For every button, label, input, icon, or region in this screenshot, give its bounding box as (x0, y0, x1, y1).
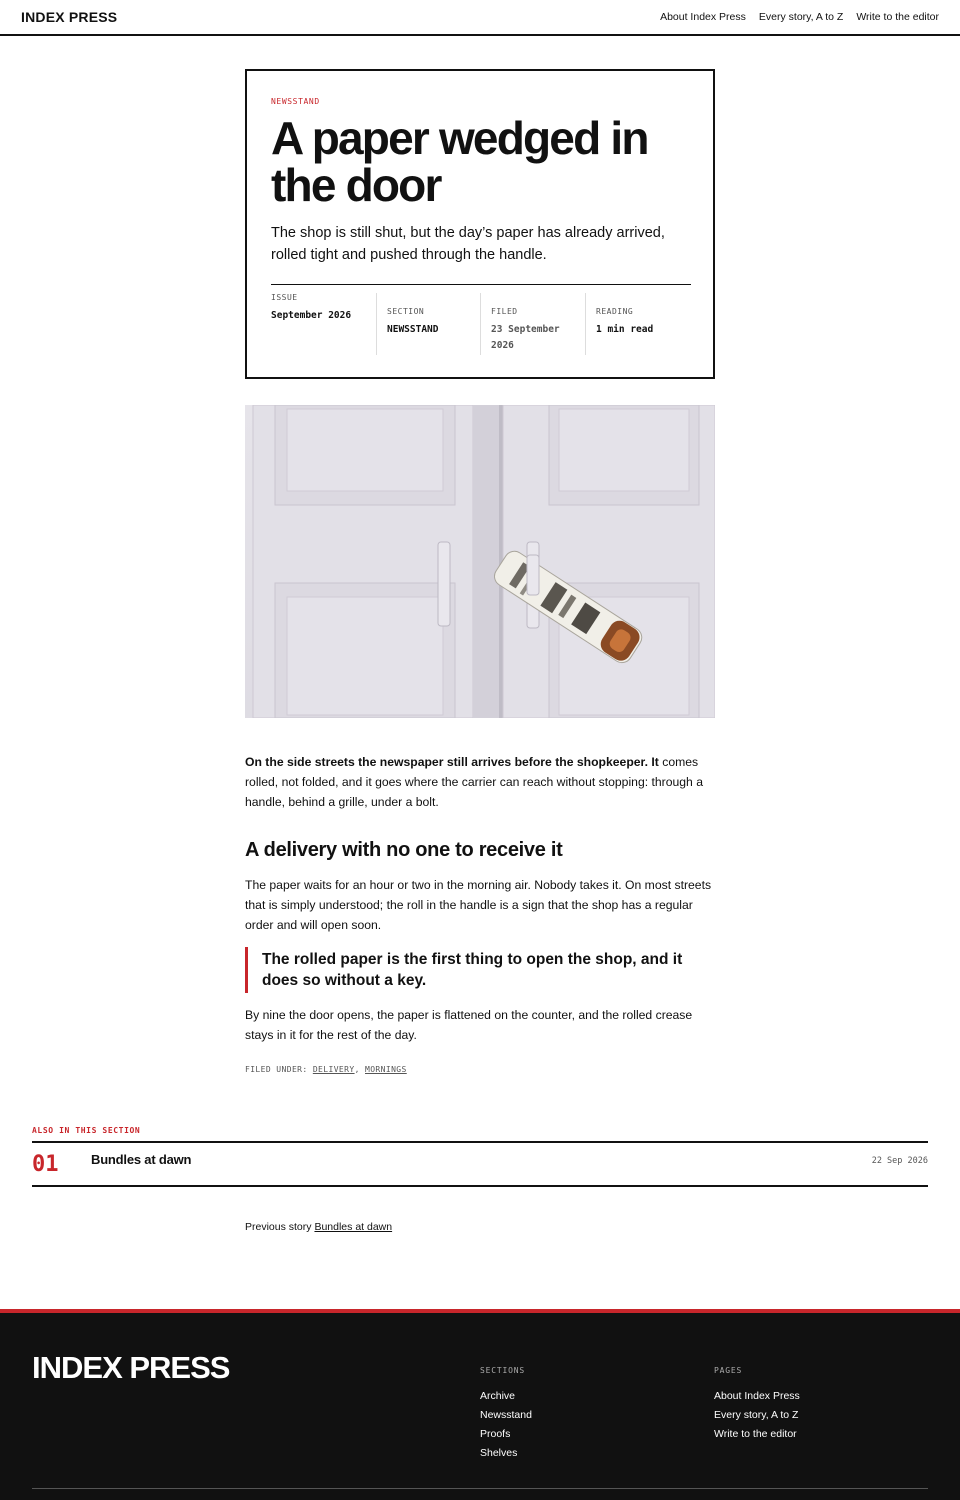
meta-label: SECTION (387, 307, 425, 316)
previous-story-label: Previous story (245, 1221, 312, 1233)
footer-link-shelves[interactable]: Shelves (480, 1447, 518, 1459)
footer-link-newsstand[interactable]: Newsstand (480, 1409, 532, 1421)
divider (32, 1185, 928, 1187)
footer-link-about[interactable]: About Index Press (714, 1390, 800, 1402)
page-title: A paper wedged in the door (271, 112, 648, 211)
divider (32, 1488, 928, 1489)
divider (271, 284, 691, 285)
meta-filed (480, 293, 585, 355)
filed-under: FILED UNDER: DELIVERY, MORNINGS (245, 1065, 407, 1074)
nav-about[interactable]: About Index Press (660, 11, 746, 23)
meta-section (376, 293, 480, 355)
footer-link-proofs[interactable]: Proofs (480, 1428, 511, 1440)
footer-link-archive[interactable]: Archive (480, 1390, 516, 1402)
article-paragraph: The paper waits for an hour or two in the morning air. Nobody takes it. On most streets that is simply understood; the roll in the handle is a sign that the shop has a regular order and will open soon. (245, 878, 712, 932)
meta-value: 1 min read (596, 324, 654, 335)
related-story-row[interactable] (32, 1143, 928, 1186)
article-meta (271, 293, 691, 355)
meta-value: 23 September 2026 (491, 324, 560, 351)
related-story-title[interactable]: Bundles at dawn (91, 1152, 192, 1167)
article-lede (245, 752, 715, 812)
footer-heading: SECTIONS (480, 1366, 525, 1375)
also-section-label: ALSO IN THIS SECTION (32, 1126, 141, 1135)
meta-label: FILED (491, 307, 518, 316)
section-kicker: NEWSSTAND (271, 97, 320, 106)
article-dek: The shop is still shut, but the day’s paper has already arrived, rolled tight and pushed through the handle. (271, 225, 665, 263)
top-nav (660, 11, 939, 23)
meta-reading (585, 293, 691, 355)
site-header (0, 0, 960, 36)
related-story-date: 22 Sep 2026 (871, 1156, 928, 1166)
footer-link-write-editor[interactable]: Write to the editor (714, 1428, 797, 1440)
article-subhead: A delivery with no one to receive it (245, 839, 563, 861)
meta-label: ISSUE (271, 293, 298, 302)
related-story-number: 01 (32, 1152, 59, 1177)
brand-logo[interactable]: INDEX PRESS (21, 9, 118, 25)
lede-bold: On the side streets the newspaper still arrives before the shopkeeper. It (245, 755, 659, 769)
previous-story (245, 1221, 392, 1233)
footer-brand-logo[interactable]: INDEX PRESS (32, 1350, 230, 1385)
article-paragraph: By nine the door opens, the paper is flattened on the counter, and the rolled crease stays in it for the rest of the day. (245, 1008, 693, 1042)
site-footer (0, 1313, 960, 1500)
pull-quote: The rolled paper is the first thing to open the shop, and it does so without a key. (245, 947, 715, 993)
headline-card (245, 69, 715, 379)
lede-rest: comes rolled, not folded, and it goes where the carrier can reach without stopping: through a handle, behind a grille, under a bolt. (245, 755, 703, 809)
meta-label: READING (596, 307, 634, 316)
nav-every-story[interactable]: Every story, A to Z (758, 11, 844, 23)
footer-pages (714, 1366, 800, 1444)
meta-issue (271, 293, 376, 355)
previous-story-link[interactable]: Bundles at dawn (314, 1221, 393, 1233)
article-body (245, 752, 715, 1074)
filed-label: FILED UNDER: (245, 1065, 308, 1074)
footer-sections (480, 1366, 532, 1463)
nav-write-editor[interactable]: Write to the editor (856, 11, 939, 23)
meta-value: September 2026 (271, 310, 352, 321)
tag-link-delivery[interactable]: DELIVERY (312, 1065, 355, 1074)
hero-image (245, 405, 715, 718)
footer-heading: PAGES (714, 1366, 743, 1375)
tag-link-mornings[interactable]: MORNINGS (365, 1065, 407, 1074)
meta-value: NEWSSTAND (387, 324, 439, 335)
footer-link-every-story[interactable]: Every story, A to Z (714, 1409, 799, 1421)
